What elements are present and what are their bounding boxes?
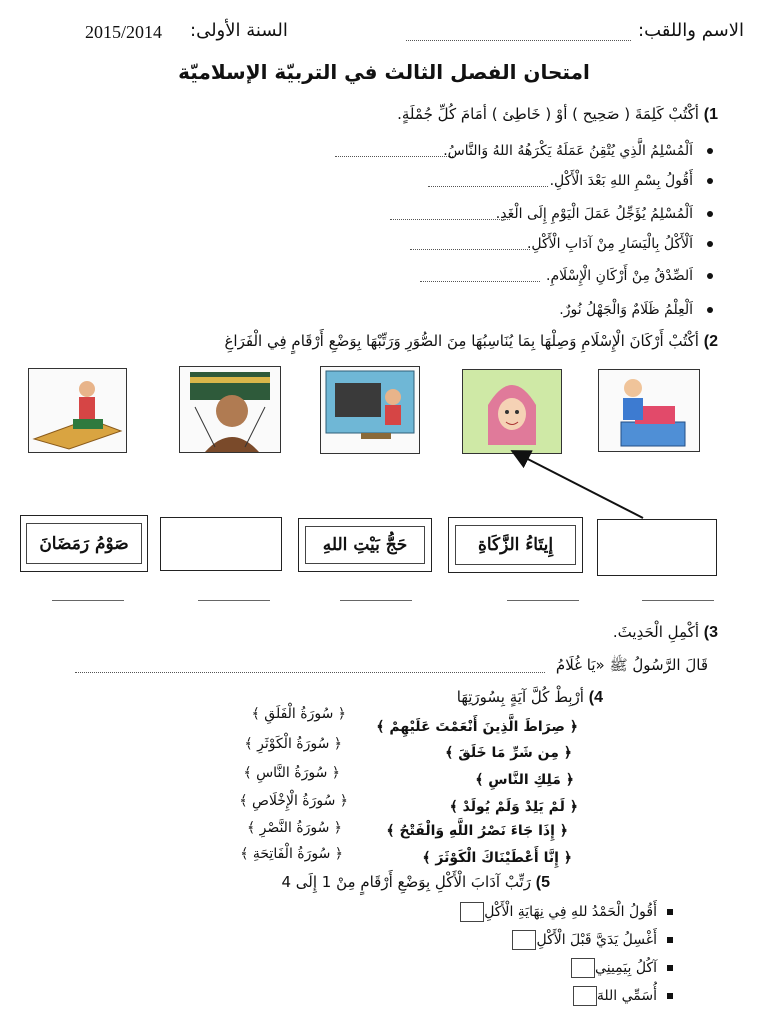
square-bullet-icon: [667, 965, 673, 971]
square-bullet-icon: [667, 909, 673, 915]
word-box-hajj: [298, 518, 432, 572]
school-year: 2015/2014: [85, 22, 163, 42]
name-field-line[interactable]: [406, 40, 631, 41]
square-bullet-icon: [667, 937, 673, 943]
word-box-fasting: [20, 515, 148, 572]
q1-item: [550, 173, 713, 189]
q1-item: [559, 302, 713, 318]
order-number-line[interactable]: [198, 600, 270, 601]
word-box-zakat: [448, 517, 583, 573]
hadith-answer-line[interactable]: [75, 672, 545, 673]
surah-item[interactable]: ﴿ سُورَةُ النَّاسِ ﴾: [243, 765, 340, 781]
order-number-line[interactable]: [642, 600, 714, 601]
q5-item: [567, 958, 673, 978]
order-checkbox[interactable]: [573, 986, 597, 1006]
q1-answer-line[interactable]: [335, 156, 455, 157]
name-label: الاسم واللقب:: [638, 20, 745, 41]
q1-item-text: اَلْمُسْلِمُ الَّذِي يُتْقِنُ عَمَلَهُ يَكْرَهُهُ اللهُ وَالنَّاسُ.: [443, 143, 693, 159]
q5-item-text: أَقُولُ الْحَمْدُ للهِ فِي نِهَايَةِ الْأَكْلِ: [484, 904, 657, 920]
shahada-image: [320, 366, 420, 454]
q5-item-text: أُسَمِّي اللهَ: [596, 988, 657, 1004]
bullet-icon: [707, 178, 713, 184]
q5-item: [508, 930, 673, 950]
q1-item: [496, 206, 713, 222]
q2-number: 2): [703, 333, 718, 350]
q3-heading: [613, 623, 718, 642]
surah-item[interactable]: ﴿ سُورَةُ الْفَاتِحَةِ ﴾: [240, 846, 343, 862]
q1-item-text: اَلْأَكْلُ بِالْيَسَارِ مِنْ آدَابِ الْأَكْلِ.: [526, 236, 693, 252]
q5-item: [569, 986, 673, 1006]
order-checkbox[interactable]: [512, 930, 536, 950]
q5-item-text: أَغْسِلُ يَدَيَّ قَبْلَ الْأَكْلِ: [536, 932, 657, 948]
word-box-text: إِيتَاءُ الزَّكَاةِ: [455, 525, 577, 565]
order-checkbox[interactable]: [571, 958, 595, 978]
surah-item[interactable]: ﴿ سُورَةُ النَّصْرِ ﴾: [246, 820, 342, 836]
q1-answer-line[interactable]: [420, 281, 540, 282]
surah-item[interactable]: ﴿ سُورَةُ الْفَلَقِ ﴾: [251, 706, 346, 722]
q2-instruction: أكْتُبْ أَرْكَانَ الْإِسْلَامِ وَصِلْهَا بِمَا يُنَاسِبُهَا مِنَ الصُّوَرِ وَرَتِّبْهَا بِوَضْعِ أَرْقَامٍ فِي الْفَرَاغِ: [224, 332, 699, 350]
q4-number: 4): [588, 689, 603, 706]
ayah-item[interactable]: ﴿ إِنَّا أَعْطَيْنَاكَ الْكَوْثَرَ ﴾: [422, 850, 572, 866]
q4-heading: [457, 688, 603, 707]
ayah-item[interactable]: ﴿ صِرَاطَ الَّذِينَ أَنْعَمْتَ عَلَيْهِمْ ﴾: [376, 719, 578, 735]
q4-instruction: أرْبِطْ كُلَّ آيَةٍ بِسُورَتِهَا: [456, 688, 584, 706]
bullet-icon: [707, 241, 713, 247]
q1-item-text: اَلْعِلْمُ ظَلَامٌ وَالْجَهْلُ نُورٌ.: [559, 302, 693, 318]
q1-answer-line[interactable]: [390, 219, 510, 220]
prayer-image: [28, 368, 127, 453]
square-bullet-icon: [667, 993, 673, 999]
ayah-item[interactable]: ﴿ مِن شَرِّ مَا خَلَقَ ﴾: [445, 745, 572, 761]
q3-number: 3): [703, 624, 718, 641]
bullet-icon: [707, 273, 713, 279]
bullet-icon: [707, 211, 713, 217]
ayah-item[interactable]: ﴿ إِذَا جَاءَ نَصْرُ اللَّهِ وَالْفَتْحُ ﴾: [386, 823, 568, 839]
page-title: امتحان الفصل الثالث في التربيّة الإسلاميّة: [178, 60, 590, 84]
word-box-empty[interactable]: [160, 517, 282, 571]
q1-instruction: أكْتُبْ كَلِمَةَ ( صَحِيح ) أوْ ( خَاطِئ ) أمَامَ كُلِّ جُمْلَةٍ.: [397, 105, 699, 123]
q5-item: [456, 902, 673, 922]
surah-item[interactable]: ﴿ سُورَةُ الْكَوْثَرِ ﴾: [244, 736, 342, 752]
q5-heading: [281, 873, 550, 892]
surah-item[interactable]: ﴿ سُورَةُ الْإِخْلَاصِ ﴾: [239, 793, 348, 809]
order-number-line[interactable]: [52, 600, 124, 601]
q5-number: 5): [535, 874, 550, 891]
q1-item-text: اَلصِّدْقُ مِنْ أَرْكَانِ الْإِسْلَامِ.: [546, 268, 693, 284]
q5-item-text: آكُلُ بِيَمِينِي: [595, 960, 657, 976]
hajj-image: [179, 366, 281, 453]
q1-item: [546, 268, 713, 284]
word-box-text: حَجُّ بَيْتِ اللهِ: [305, 526, 426, 564]
q2-heading: [224, 332, 718, 351]
ayah-item[interactable]: ﴿ مَلِكِ النَّاسِ ﴾: [475, 772, 574, 788]
q1-item-text: اَلْمُسْلِمُ يُؤَجِّلُ عَمَلَ الْيَوْمِ إِلَى الْغَدِ.: [495, 206, 693, 222]
order-number-line[interactable]: [507, 600, 579, 601]
q1-item: [527, 236, 713, 252]
q5-instruction: رَتِّبْ آدَابَ الْأَكْلِ بِوَضْعِ أَرْقَامٍ مِنْ 1 إِلَى 4: [281, 873, 531, 891]
q1-item: [443, 143, 713, 159]
q1-number: 1): [703, 106, 718, 123]
word-box-empty[interactable]: [597, 519, 717, 576]
q1-answer-line[interactable]: [428, 186, 548, 187]
ayah-item[interactable]: ﴿ لَمْ يَلِدْ وَلَمْ يُولَدْ ﴾: [449, 799, 578, 815]
q3-instruction: أكْمِلِ الْحَدِيثَ.: [612, 623, 699, 641]
q1-heading: [397, 105, 718, 124]
word-box-text: صَوْمُ رَمَضَانَ: [26, 523, 141, 564]
bullet-icon: [707, 307, 713, 313]
q1-answer-line[interactable]: [410, 249, 530, 250]
q1-item-text: أَقُولُ بِسْمِ اللهِ بَعْدَ الْأَكْلِ.: [549, 173, 693, 189]
bullet-icon: [707, 148, 713, 154]
hadith-start: قَالَ الرَّسُولُ ﷺ «يَا غُلَامُ: [555, 656, 708, 674]
order-checkbox[interactable]: [460, 902, 484, 922]
order-number-line[interactable]: [340, 600, 412, 601]
level-label: السنة الأولى:: [190, 20, 288, 41]
